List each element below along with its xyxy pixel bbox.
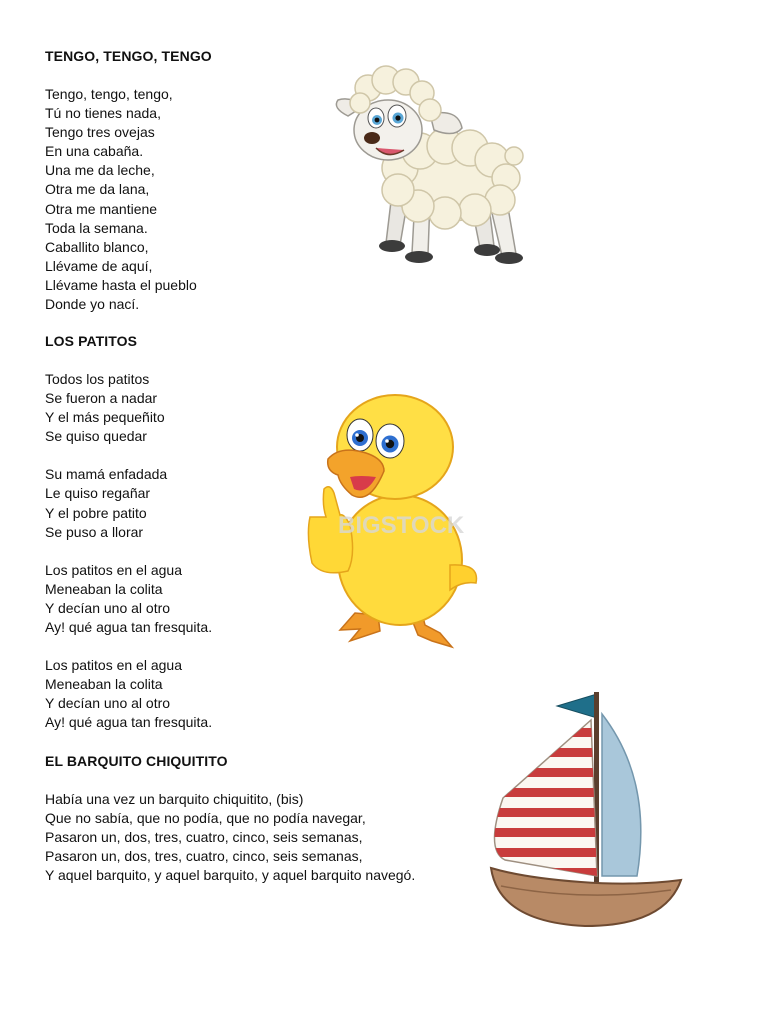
verse-line: Y decían uno al otro [45,599,171,616]
song-title-patitos: LOS PATITOS [45,333,138,349]
verse-line: Toda la semana. [45,219,148,236]
verse-line: Pasaron un, dos, tres, cuatro, cinco, seis semanas, [45,829,363,846]
verse-line: Llévame de aquí, [45,257,153,274]
verse-line: Los patitos en el agua [45,657,182,674]
duck-illustration [300,385,485,660]
verse-line: Donde yo nací. [45,296,140,313]
verse-line: Había una vez un barquito chiquitito, (bis) [45,791,304,807]
verse-line: En una cabaña. [45,143,144,160]
song-title-tengo: TENGO, TENGO, TENGO [45,48,212,64]
verse-line: Los patitos en el agua [45,561,182,578]
verse-line: Ay! qué agua tan fresquita. [45,714,213,731]
song-verses-barquito [45,790,415,885]
verse-line: Y decían uno al otro [45,695,171,712]
song-verses-tengo [45,85,197,314]
boat-hull [491,868,681,926]
verse-line: Su mamá enfadada [45,466,168,483]
verse-line: Ay! qué agua tan fresquita. [45,619,213,636]
verse-line: Se quiso quedar [45,428,147,445]
song-verses-patitos [45,370,212,733]
verse-line: Una me da leche, [45,162,155,179]
duck-wing [450,565,476,590]
verse-line: Y aquel barquito, y aquel barquito, y aquel barquito navegó. [45,867,416,884]
verse-line: Se puso a llorar [45,523,144,540]
stanza-gap [45,446,212,465]
verse-line: Otra me mantiene [45,200,158,217]
verse-line: Y el más pequeñito [45,409,165,426]
verse-line: Que no sabía, que no podía, que no podía navegar, [45,810,366,827]
verse-line: Tengo, tengo, tengo, [45,86,173,102]
verse-line: Tengo tres ovejas [45,124,155,141]
verse-line: Caballito blanco, [45,238,149,255]
sailboat-illustration [485,690,685,930]
verse-line: Y el pobre patito [45,504,147,521]
verse-line: Meneaban la colita [45,580,163,597]
verse-line: Tú no tienes nada, [45,105,161,122]
verse-line: Le quiso regañar [45,485,151,502]
sheep-illustration [330,48,525,270]
boat-flag [557,694,597,718]
song-title-barquito: EL BARQUITO CHIQUITITO [45,753,228,769]
verse-line: Pasaron un, dos, tres, cuatro, cinco, seis semanas, [45,848,363,865]
blue-sail [602,714,641,876]
stanza-gap [45,542,212,561]
watermark-text: BIGSTOCK [338,512,465,539]
verse-line: Se fueron a nadar [45,390,158,407]
stanza-gap [45,637,212,656]
verse-line: Llévame hasta el pueblo [45,276,197,293]
verse-line: Otra me da lana, [45,181,150,198]
verse-line: Meneaban la colita [45,676,163,693]
verse-line: Todos los patitos [45,371,150,387]
